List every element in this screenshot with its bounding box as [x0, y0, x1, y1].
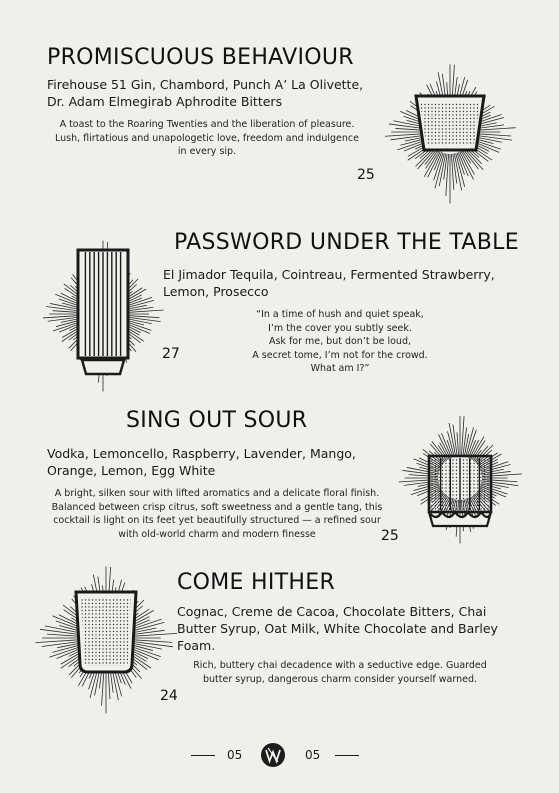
- description-line: Lush, flirtatious and unapologetic love, freedom and indulgence: [55, 132, 359, 144]
- cocktail-come-hither: [0, 560, 559, 720]
- page-number-right: 05: [305, 748, 321, 762]
- brand-logo-icon: [260, 742, 286, 768]
- page-number-left: 05: [227, 748, 243, 762]
- description-line: What am I?”: [310, 363, 370, 374]
- cocktail-price: 25: [381, 528, 399, 544]
- description-line: A bright, silken sour with lifted aromatics and a delicate floral finish.: [54, 488, 380, 499]
- cocktail-ingredients: [177, 603, 498, 654]
- description-line: Ask for me, but don’t be loud,: [268, 336, 412, 347]
- description-line: in every sip.: [177, 146, 237, 157]
- cocktail-sing-out-sour: [0, 400, 559, 550]
- cocktail-name: PASSWORD UNDER THE TABLE: [174, 230, 519, 255]
- footer-rule-right: [335, 755, 359, 756]
- cocktail-price: 24: [160, 688, 178, 704]
- cocktail-ingredients: [163, 266, 495, 300]
- description-line: Balanced between crisp citrus, soft sweetness and a gentle tang, this: [51, 501, 383, 513]
- cocktail-description: [47, 487, 387, 541]
- cocktail-price: 27: [162, 346, 180, 362]
- ingredients-line: Firehouse 51 Gin, Chambord, Punch A’ La Olivette,: [47, 77, 364, 92]
- highball-glass-icon: [36, 232, 170, 400]
- cocktail-promiscuous-behaviour: [0, 0, 559, 200]
- description-line: butter syrup, dangerous charm consider yourself warned.: [202, 673, 477, 685]
- footer-rule-left: [191, 755, 215, 756]
- ingredients-line: Dr. Adam Elmegirab Aphrodite Bitters: [47, 94, 283, 109]
- ingredients-line: Vodka, Lemoncello, Raspberry, Lavender, Mango,: [47, 446, 356, 461]
- cocktail-ingredients: [47, 76, 363, 110]
- ingredients-line: Lemon, Prosecco: [163, 284, 269, 299]
- cocktail-ingredients: [47, 445, 356, 479]
- description-line: “In a time of hush and quiet speak,: [256, 309, 424, 320]
- description-line: Rich, buttery chai decadence with a seductive edge. Guarded: [193, 660, 487, 671]
- cocktail-price: 25: [357, 167, 375, 183]
- cocktail-description: [47, 118, 367, 159]
- ingredients-line: Foam.: [177, 638, 216, 653]
- description-line: with old-world charm and modern finesse: [118, 528, 316, 540]
- cocktail-description: [170, 659, 510, 686]
- description-line: cocktail is light on its feet yet beautifully structured — a refined sour: [53, 515, 381, 526]
- rocks-glass-icon: [378, 40, 522, 205]
- page-footer: [0, 735, 559, 775]
- cocktail-description: [220, 308, 460, 376]
- ingredients-line: Cognac, Creme de Cacoa, Chocolate Bitters, Chai: [177, 604, 487, 619]
- description-line: A secret tome, I’m not for the crowd.: [252, 349, 428, 361]
- cocktail-password-under-the-table: [0, 220, 559, 390]
- cocktail-name: PROMISCUOUS BEHAVIOUR: [47, 45, 354, 70]
- ingredients-line: El Jimador Tequila, Cointreau, Fermented Strawberry,: [163, 267, 495, 282]
- fluted-glass-icon: [392, 406, 528, 546]
- tumbler-glass-icon: [28, 560, 184, 718]
- description-line: A toast to the Roaring Twenties and the liberation of pleasure.: [59, 119, 355, 130]
- cocktail-name: SING OUT SOUR: [126, 408, 308, 433]
- ingredients-line: Butter Syrup, Oat Milk, White Chocolate and Barley: [177, 621, 498, 636]
- description-line: I’m the cover you subtly seek.: [268, 322, 412, 334]
- cocktail-name: COME HITHER: [177, 570, 336, 595]
- ingredients-line: Orange, Lemon, Egg White: [47, 463, 216, 478]
